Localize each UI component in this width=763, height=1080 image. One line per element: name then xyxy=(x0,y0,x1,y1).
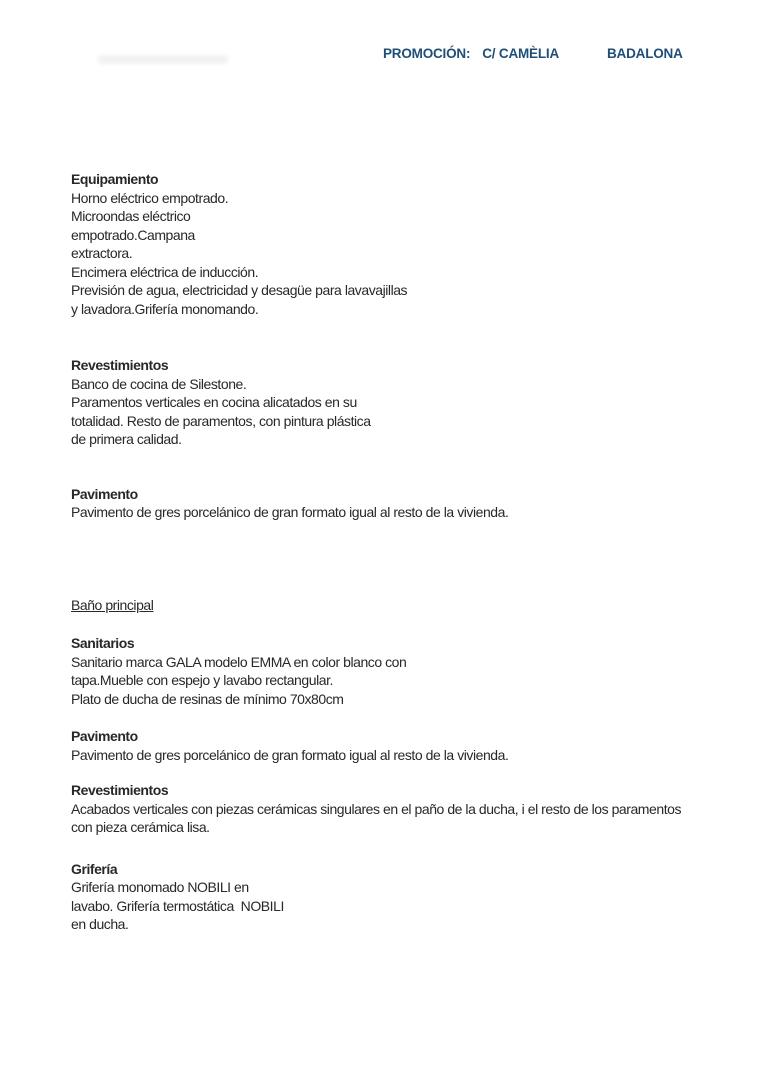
text-line: Plato de ducha de resinas de mínimo 70x80cm xyxy=(71,690,344,707)
section-heading: Pavimento xyxy=(71,485,138,502)
text-line: Acabados verticales con piezas cerámicas singulares en el paño de la ducha, i el resto de los paramentos xyxy=(71,800,682,817)
text-line: Encimera eléctrica de inducción. xyxy=(71,263,259,280)
section-sanitarios xyxy=(71,634,743,708)
section-revestimientos-bano xyxy=(71,781,743,837)
section-heading: Baño principal xyxy=(71,596,154,613)
text-line: lavabo. Grifería termostática NOBILI xyxy=(71,897,284,914)
text-line: Banco de cocina de Silestone. xyxy=(71,375,247,392)
text-line: Pavimento de gres porcelánico de gran formato igual al resto de la vivienda. xyxy=(71,504,509,520)
section-heading: Pavimento xyxy=(71,728,138,744)
text-line: Grifería monomado NOBILI en xyxy=(71,879,249,895)
faint-logo-mark xyxy=(98,55,228,64)
section-pavimento-bano xyxy=(71,727,743,764)
text-line: totalidad. Resto de paramentos, con pintura plástica xyxy=(71,412,371,429)
section-heading: Revestimientos xyxy=(71,782,169,798)
section-heading: Equipamiento xyxy=(71,171,159,187)
section-heading: Sanitarios xyxy=(71,635,135,651)
section-revestimientos-cocina xyxy=(71,356,743,449)
section-griferia xyxy=(71,860,743,934)
text-line: en ducha. xyxy=(71,916,129,932)
text-line: Horno eléctrico empotrado. xyxy=(71,189,229,206)
section-heading: Revestimientos xyxy=(71,357,169,373)
text-line: Pavimento de gres porcelánico de gran formato igual al resto de la vivienda. xyxy=(71,746,509,763)
text-line: de primera calidad. xyxy=(71,431,182,447)
city-name: BADALONA xyxy=(607,46,683,61)
text-line: extractora. xyxy=(71,245,133,261)
text-line: Sanitario marca GALA modelo EMMA en color blanco con xyxy=(71,653,407,670)
text-line: empotrado.Campana xyxy=(71,226,195,243)
document-header xyxy=(383,46,683,61)
promotion-label: PROMOCIÓN: xyxy=(383,46,471,61)
section-bano-principal xyxy=(71,596,743,615)
street-name: C/ CAMÈLIA xyxy=(482,46,559,61)
text-line: Previsión de agua, electricidad y desagüe para lavavajillas xyxy=(71,282,408,298)
section-equipamiento xyxy=(71,170,743,318)
text-line: Paramentos verticales en cocina alicatados en su xyxy=(71,394,357,410)
section-heading: Grifería xyxy=(71,860,118,877)
text-line: tapa.Mueble con espejo y lavabo rectangular. xyxy=(71,672,333,688)
text-line: con pieza cerámica lisa. xyxy=(71,819,210,835)
section-pavimento-cocina xyxy=(71,485,743,522)
document-body xyxy=(71,170,743,934)
text-line: y lavadora.Grifería monomando. xyxy=(71,300,259,317)
text-line: Microondas eléctrico xyxy=(71,208,191,224)
